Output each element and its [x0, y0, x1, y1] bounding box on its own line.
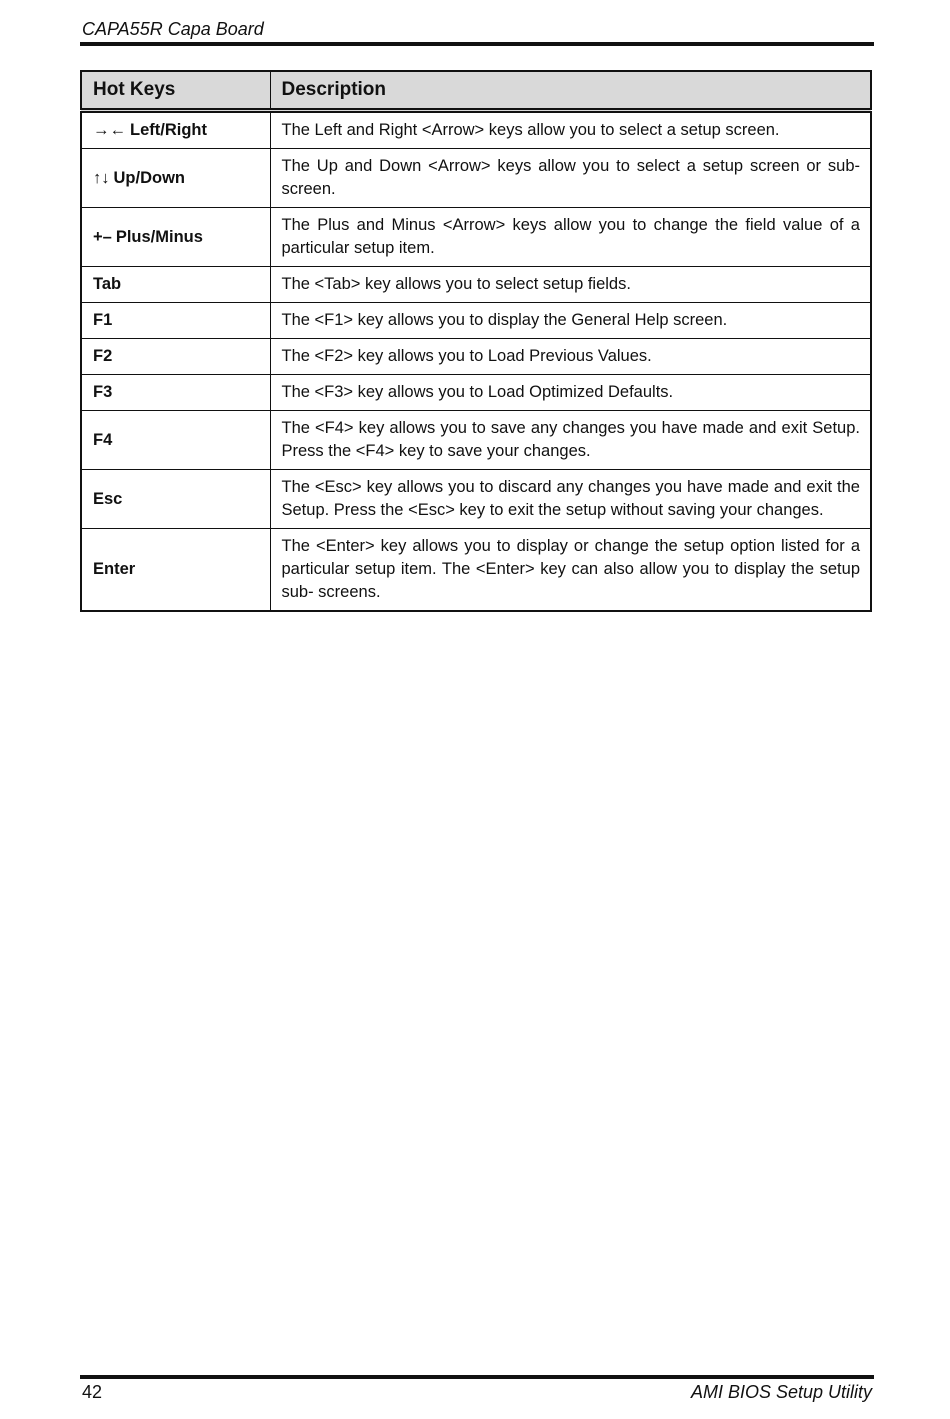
- plus-minus-icon: +–: [93, 227, 112, 246]
- hot-key-label: F4: [93, 430, 113, 449]
- hot-key-label: Tab: [93, 275, 122, 293]
- hot-key-label: Esc: [93, 489, 123, 508]
- hot-key-label: Up/Down: [113, 168, 185, 187]
- table-body: [81, 111, 871, 612]
- table-row: [81, 208, 871, 267]
- column-header-hot-keys: Hot Keys: [81, 71, 270, 111]
- hot-key-cell: [81, 375, 270, 411]
- hot-key-cell: [81, 303, 270, 339]
- hot-key-cell: [81, 267, 270, 303]
- hot-key-label: Plus/Minus: [115, 227, 203, 246]
- table-row: [81, 470, 871, 529]
- hot-key-label: Left/Right: [130, 121, 207, 139]
- page-number: 42: [82, 1382, 103, 1402]
- description-cell: The <F3> key allows you to Load Optimized Defaults.: [270, 375, 871, 411]
- table-row: [81, 411, 871, 470]
- description-cell: The <Tab> key allows you to select setup fields.: [270, 267, 871, 303]
- hot-key-cell: [81, 111, 270, 149]
- footer-rule: [80, 1375, 874, 1379]
- description-cell: The Plus and Minus <Arrow> keys allow you to change the field value of a particular setup item.: [270, 208, 871, 267]
- table-row: [81, 267, 871, 303]
- hot-key-cell: [81, 470, 270, 529]
- description-cell: The <F4> key allows you to save any changes you have made and exit Setup. Press the <F4> key to save your changes.: [270, 411, 871, 470]
- column-header-description: Description: [270, 71, 871, 111]
- hotkeys-table: [80, 70, 872, 612]
- description-cell: The <Enter> key allows you to display or change the setup option listed for a particular setup item. The <Enter> key can also allow you to display the setup sub- screens.: [270, 529, 871, 612]
- hot-key-label: F2: [93, 347, 113, 365]
- description-cell: The Up and Down <Arrow> keys allow you to select a setup screen or sub-screen.: [270, 149, 871, 208]
- hot-key-label: F3: [93, 383, 113, 401]
- hot-key-cell: [81, 208, 270, 267]
- table-row: [81, 149, 871, 208]
- table-row: [81, 339, 871, 375]
- hot-key-label: Enter: [93, 560, 136, 578]
- hot-key-cell: [81, 339, 270, 375]
- description-cell: The <Esc> key allows you to discard any changes you have made and exit the Setup. Press the <Esc> key to exit the setup without saving your changes.: [270, 470, 871, 529]
- up-down-arrows-icon: ↑↓: [93, 168, 110, 187]
- description-cell: The Left and Right <Arrow> keys allow you to select a setup screen.: [270, 111, 871, 149]
- description-cell: The <F1> key allows you to display the General Help screen.: [270, 303, 871, 339]
- footer-title: AMI BIOS Setup Utility: [690, 1382, 872, 1402]
- table-row: [81, 529, 871, 612]
- table-row: [81, 303, 871, 339]
- hot-key-cell: [81, 411, 270, 470]
- hot-key-cell: [81, 149, 270, 208]
- table-row: [81, 111, 871, 149]
- table-row: [81, 375, 871, 411]
- left-right-arrows-icon: →←: [93, 121, 126, 139]
- hot-key-cell: [81, 529, 270, 612]
- description-cell: The <F2> key allows you to Load Previous Values.: [270, 339, 871, 375]
- header-rule: [80, 42, 874, 46]
- hot-key-label: F1: [93, 311, 113, 329]
- table-header-row: [81, 71, 871, 111]
- header-title: CAPA55R Capa Board: [82, 19, 264, 39]
